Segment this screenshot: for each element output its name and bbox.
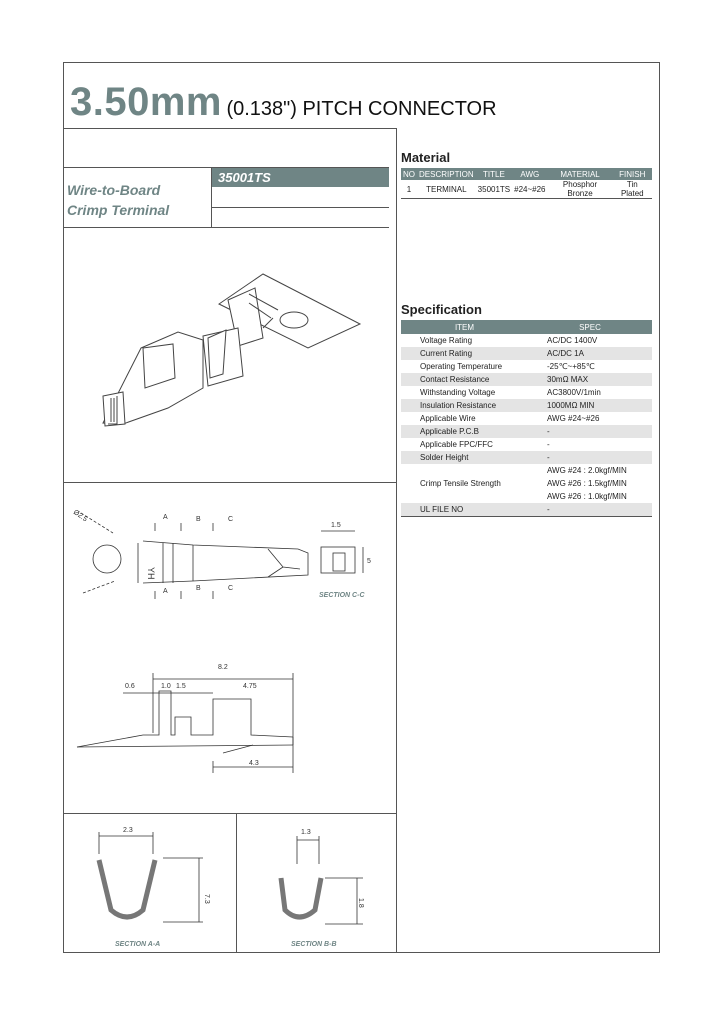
material-col-title: TITLE [476,168,512,180]
subtitle-line2: Crimp Terminal [67,202,170,218]
dim-total: 8.2 [218,664,228,671]
dimension-drawing [63,483,396,813]
dim-cc-width: 1.5 [331,522,341,529]
subtitle [67,180,169,220]
specification-table [401,320,652,517]
spec-value-line: AWG #26 : 1.5kgf/MIN [547,479,627,488]
section-b-b-label: SECTION B-B [291,941,337,948]
spec-value [528,464,652,503]
title-rest: (0.138") PITCH CONNECTOR [226,98,497,120]
spec-item: Solder Height [401,451,528,464]
marker-a-top: A [163,514,168,521]
spec-value-line: AC3800V/1min [547,388,601,397]
spec-value [528,386,652,399]
spec-value [528,438,652,451]
pitch-size: 3.50mm [70,80,222,124]
material-cell: TERMINAL [417,180,476,199]
spec-item: Withstanding Voltage [420,388,496,397]
spec-item: Insulation Resistance [401,399,528,412]
spec-value [528,399,652,412]
spec-value-line: - [547,505,550,514]
page-title [70,80,497,125]
spec-value [528,334,652,347]
divider [212,207,389,208]
material-table [401,168,652,199]
spec-value [528,412,652,425]
divider [396,128,397,953]
dim-d3: 1.5 [176,683,186,690]
spec-value [528,451,652,464]
material-heading: Material [401,150,451,165]
marker-b-top: B [196,516,201,523]
spec-value-line: - [547,440,550,449]
section-b-b-drawing [237,814,396,953]
spec-row [401,360,652,373]
spec-row [401,412,652,425]
material-col-material: MATERIAL [548,168,613,180]
spec-item: Voltage Rating [420,336,473,345]
material-row [401,180,652,199]
subtitle-line1: Wire-to-Board [67,182,161,198]
spec-row [401,373,652,386]
material-col-no: NO [403,169,415,179]
spec-value [528,373,652,386]
spec-row [401,347,652,360]
spec-item: Current Rating [401,347,528,360]
spec-item: Crimp Tensile Strength [420,479,501,488]
spec-row [401,451,652,464]
dim-d4: 4.75 [243,683,257,690]
material-col-awg: AWG [512,168,547,180]
dim-bb-width: 1.3 [301,829,311,836]
spec-value-line: 30mΩ MAX [547,375,589,384]
dim-d1: 0.6 [125,683,135,690]
spec-value-line: AWG #24~#26 [547,414,600,423]
spec-value-line: -25℃~+85℃ [547,362,595,371]
material-cell: #24~#26 [512,180,547,199]
spec-row [401,438,652,451]
spec-value-line: - [547,453,550,462]
spec-item: Operating Temperature [420,362,503,371]
terminal-marking: YH [146,567,156,580]
dim-phi: Ø2.5 [71,508,89,524]
material-cell: 35001TS [476,180,512,199]
dim-aa-height: 7.3 [203,894,210,904]
spec-value-line: AWG #26 : 1.0kgf/MIN [547,492,627,501]
dim-d2: 1.0 [161,683,171,690]
spec-value [528,425,652,438]
spec-row [401,503,652,517]
section-a-a-drawing [63,814,236,953]
dim-bb-height: 1.8 [357,898,364,908]
dim-aa-width: 2.3 [123,827,133,834]
part-number: 35001TS [212,168,389,187]
spec-value-line: AC/DC 1400V [547,336,598,345]
spec-col-spec: SPEC [528,320,652,334]
spec-item: UL FILE NO [401,503,528,517]
spec-value [528,360,652,373]
spec-value-line: AWG #24 : 2.0kgf/MIN [547,466,627,475]
section-c-c-label: SECTION C-C [319,592,365,599]
section-a-a-label: SECTION A-A [115,941,161,948]
marker-b-bottom: B [196,585,201,592]
material-cell: Tin Plated [613,180,652,199]
material-col-finish: FINISH [613,168,652,180]
spec-value-line: 1000MΩ MIN [547,401,595,410]
dim-cc-height: 5 [367,558,371,565]
spec-col-item: ITEM [401,320,528,334]
terminal-isometric-drawing [63,228,396,482]
spec-item: Applicable FPC/FFC [420,440,493,449]
spec-row [401,334,652,347]
spec-value [528,503,652,517]
marker-c-bottom: C [228,585,234,592]
specification-heading: Specification [401,302,482,317]
material-col-description: DESCRIPTION [419,169,474,179]
marker-a-bottom: A [163,588,168,595]
spec-value [528,347,652,360]
hole-outline [93,545,121,573]
dim-d5: 4.3 [249,760,259,767]
material-cell: 1 [401,180,417,199]
spec-item: Applicable P.C.B [401,425,528,438]
divider [63,128,397,129]
spec-value-line: - [547,427,550,436]
spec-item: Contact Resistance [401,373,528,386]
spec-value-line: AC/DC 1A [547,349,584,358]
marker-c-top: C [228,516,234,523]
material-cell: Phosphor Bronze [548,180,613,199]
spec-row [401,425,652,438]
spec-row [401,464,652,503]
spec-item: Applicable Wire [420,414,476,423]
spec-row [401,399,652,412]
spec-row [401,386,652,399]
